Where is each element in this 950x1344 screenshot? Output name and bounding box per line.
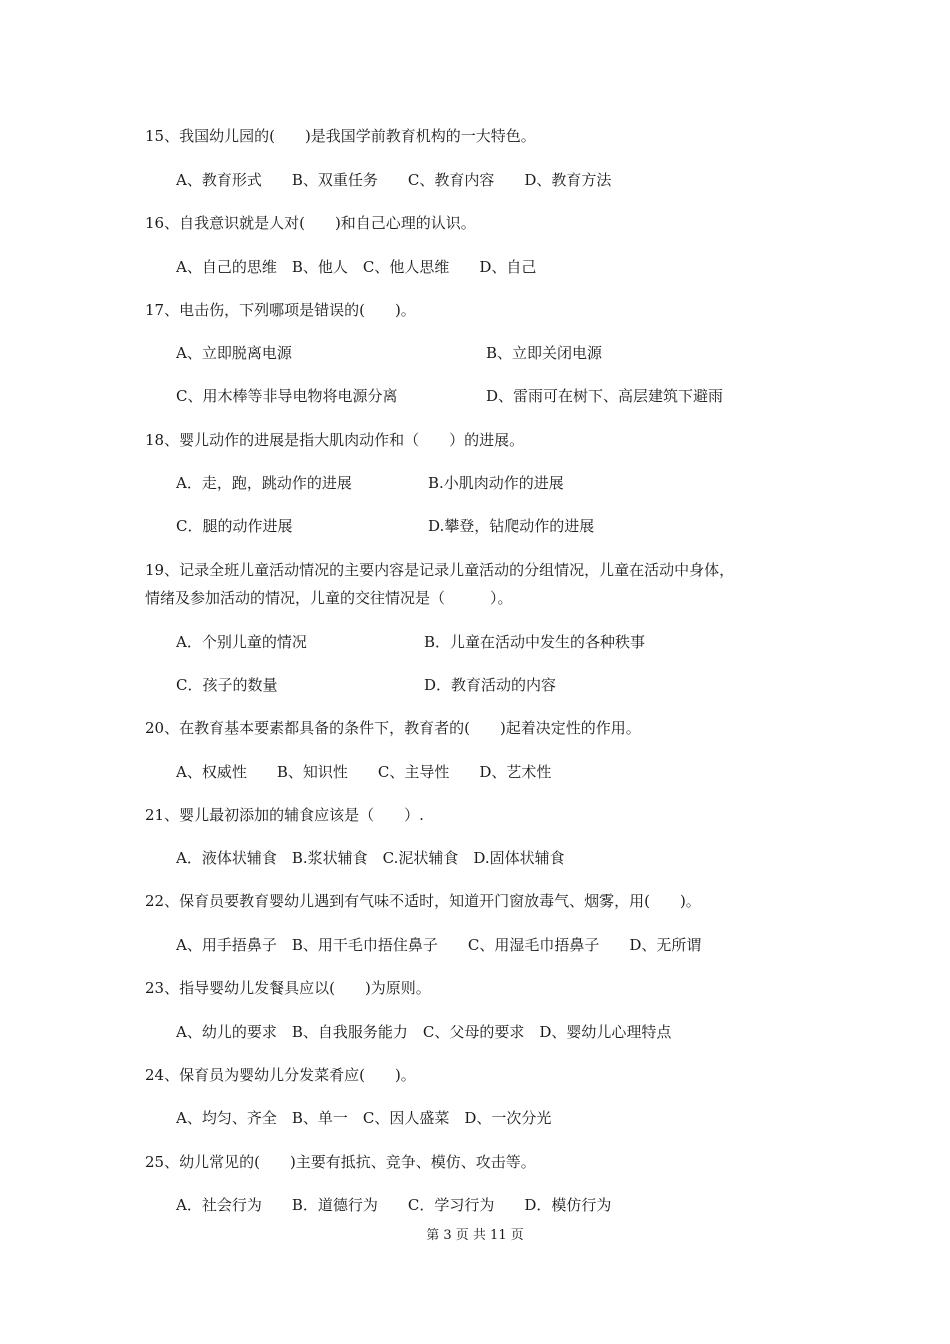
question-24-stem: 24、保育员为婴幼儿分发菜肴应( )。	[145, 1066, 416, 1084]
question-23-stem: 23、指导婴幼儿发餐具应以( )为原则。	[145, 979, 431, 997]
question-18-option-d: D.攀登，钻爬动作的进展	[428, 517, 595, 535]
question-18-option-a: A．走，跑，跳动作的进展	[176, 474, 352, 492]
question-19-stem-line2: 情绪及参加活动的情况，儿童的交往情况是（ ）。	[145, 589, 513, 607]
question-21-stem: 21、婴儿最初添加的辅食应该是（ ）.	[145, 806, 424, 824]
question-25-stem: 25、幼儿常见的( )主要有抵抗、竞争、模仿、攻击等。	[145, 1153, 536, 1171]
question-17-stem: 17、电击伤，下列哪项是错误的( )。	[145, 301, 416, 319]
question-17-option-c: C、用木棒等非导电物将电源分离	[176, 387, 398, 405]
question-19-option-b: B．儿童在活动中发生的各种秩事	[424, 633, 646, 651]
question-17-option-b: B、立即关闭电源	[486, 344, 603, 362]
question-22-stem: 22、保育员要教育婴幼儿遇到有气味不适时，知道开门窗放毒气、烟雾，用( )。	[145, 892, 701, 910]
page-number-footer: 第 3 页 共 11 页	[426, 1228, 524, 1243]
question-17-option-d: D、雷雨可在树下、高层建筑下避雨	[486, 387, 724, 405]
question-17-option-a: A、立即脱离电源	[176, 344, 292, 362]
question-16-options: A、自己的思维 B、他人 C、他人思维 D、自己	[176, 258, 537, 276]
question-19-option-d: D．教育活动的内容	[424, 676, 557, 694]
question-23-options: A、幼儿的要求 B、自我服务能力 C、父母的要求 D、婴幼儿心理特点	[176, 1023, 672, 1041]
question-18-option-c: C．腿的动作进展	[176, 517, 293, 535]
question-20-options: A、权威性 B、知识性 C、主导性 D、艺术性	[176, 763, 552, 781]
question-19-stem-line1: 19、记录全班儿童活动情况的主要内容是记录儿童活动的分组情况，儿童在活动中身体，	[145, 561, 735, 579]
question-19-option-a: A．个别儿童的情况	[176, 633, 307, 651]
question-21-options: A．液体状辅食 B.浆状辅食 C.泥状辅食 D.固体状辅食	[176, 849, 565, 867]
question-24-options: A、均匀、齐全 B、单一 C、因人盛菜 D、一次分光	[176, 1109, 552, 1127]
question-16-stem: 16、自我意识就是人对( )和自己心理的认识。	[145, 214, 476, 232]
question-15-stem: 15、我国幼儿园的( )是我国学前教育机构的一大特色。	[145, 127, 536, 145]
question-20-stem: 20、在教育基本要素都具备的条件下，教育者的( )起着决定性的作用。	[145, 719, 641, 737]
question-22-options: A、用手捂鼻子 B、用干毛巾捂住鼻子 C、用湿毛巾捂鼻子 D、无所谓	[176, 936, 702, 954]
question-15-options: A、教育形式 B、双重任务 C、教育内容 D、教育方法	[176, 171, 612, 189]
question-19-option-c: C．孩子的数量	[176, 676, 278, 694]
question-25-options: A．社会行为 B．道德行为 C．学习行为 D．模仿行为	[176, 1196, 612, 1214]
question-18-stem: 18、婴儿动作的进展是指大肌肉动作和（ ）的进展。	[145, 431, 525, 449]
question-18-option-b: B.小肌肉动作的进展	[428, 474, 564, 492]
